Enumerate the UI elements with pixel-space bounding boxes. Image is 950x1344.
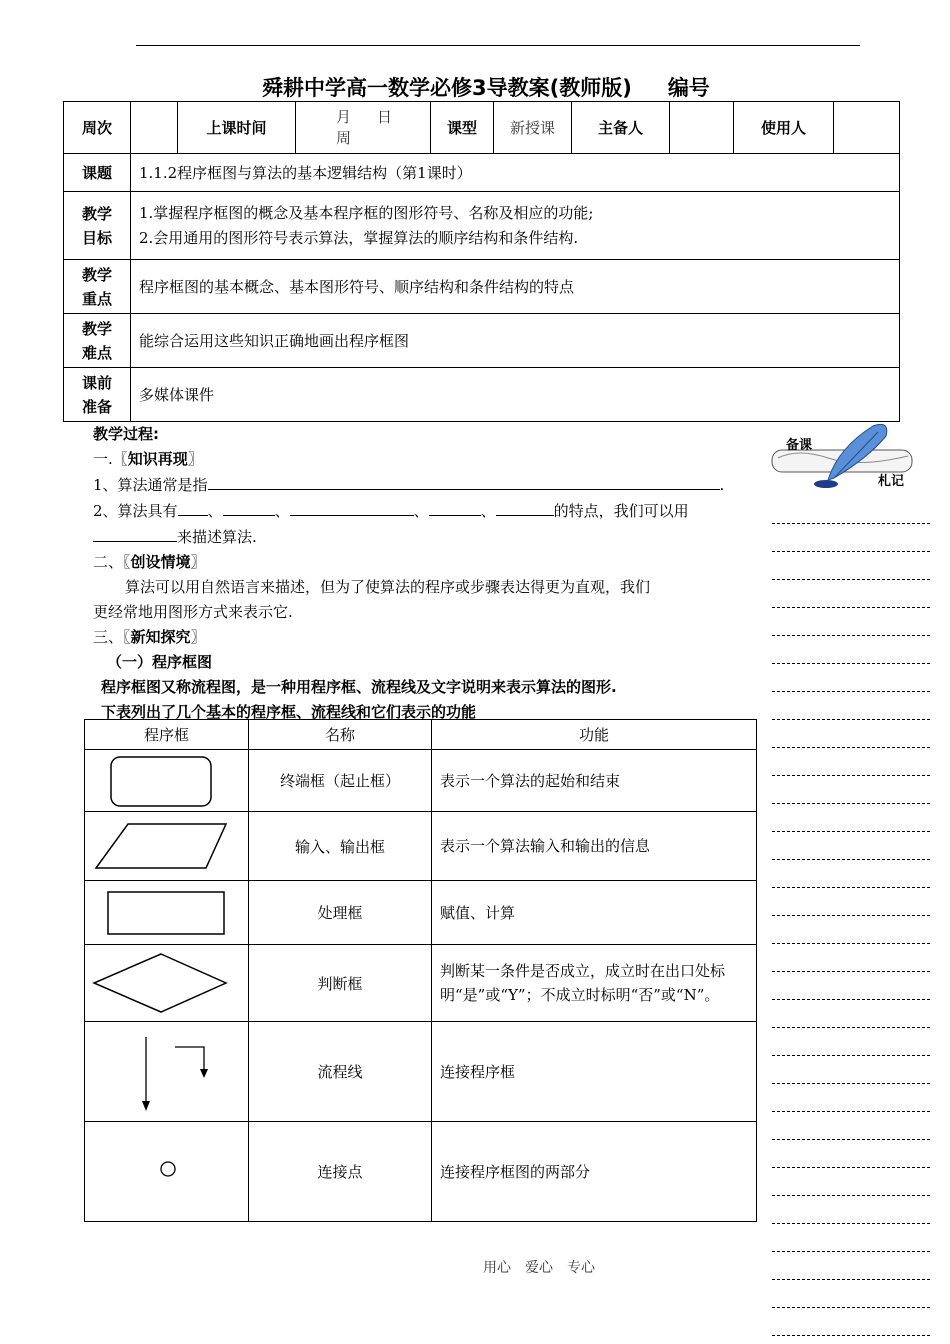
decision-name: 判断框 bbox=[249, 945, 432, 1022]
answer-blank[interactable] bbox=[429, 498, 481, 516]
preparation-label: 课前 准备 bbox=[64, 368, 131, 422]
lesson-type-value: 新授课 bbox=[494, 102, 572, 154]
week-label: 周次 bbox=[64, 102, 131, 154]
connector-function: 连接程序框图的两部分 bbox=[432, 1122, 757, 1222]
flowline-symbol bbox=[85, 1022, 249, 1122]
section-2-text-2: 更经常地用图形方式来表示它. bbox=[93, 603, 293, 621]
topic-value: 1.1.2程序框图与算法的基本逻辑结构（第1课时） bbox=[131, 154, 900, 192]
lesson-info-table bbox=[63, 101, 900, 422]
number-label: 编号 bbox=[667, 76, 710, 100]
goal-2: 2.会用通用的图形符号表示算法，掌握算法的顺序结构和条件结构. bbox=[139, 228, 579, 247]
io-symbol bbox=[85, 812, 249, 881]
header-name: 名称 bbox=[249, 720, 432, 750]
process-name: 处理框 bbox=[249, 881, 432, 945]
answer-blank[interactable] bbox=[496, 498, 554, 516]
connector-symbol bbox=[85, 1122, 249, 1222]
user-value[interactable] bbox=[834, 102, 900, 154]
preparation-value: 多媒体课件 bbox=[131, 368, 900, 422]
question-2-cont: 来描述算法. bbox=[93, 524, 753, 550]
table-row bbox=[85, 750, 757, 812]
goals-label: 教学 目标 bbox=[64, 192, 131, 260]
key-points-value: 程序框图的基本概念、基本图形符号、顺序结构和条件结构的特点 bbox=[131, 260, 900, 314]
notes-logo bbox=[768, 418, 918, 492]
weekday-label: 周 bbox=[336, 128, 352, 147]
topic-label: 课题 bbox=[64, 154, 131, 192]
answer-blank[interactable] bbox=[223, 498, 275, 516]
terminal-function: 表示一个算法的起始和结束 bbox=[432, 750, 757, 812]
flowchart-symbols-table bbox=[84, 719, 757, 1222]
io-name: 输入、输出框 bbox=[249, 812, 432, 881]
lesson-type-label: 课型 bbox=[431, 102, 494, 154]
document-title bbox=[262, 74, 754, 102]
section-1-heading: 一.〖知识再现〗 bbox=[93, 450, 203, 468]
flowline-name: 流程线 bbox=[249, 1022, 432, 1122]
table-intro-line: 下表列出了几个基本的程序框、流程线和它们表示的功能 bbox=[101, 703, 477, 721]
process-symbol bbox=[85, 881, 249, 945]
header-shape: 程序框 bbox=[85, 720, 249, 750]
month-label: 月 bbox=[336, 107, 352, 126]
decision-symbol bbox=[85, 945, 249, 1022]
notes-sidebar bbox=[768, 418, 930, 492]
connector-name: 连接点 bbox=[249, 1122, 432, 1222]
user-label: 使用人 bbox=[734, 102, 834, 154]
teaching-process bbox=[93, 422, 753, 725]
answer-blank[interactable] bbox=[178, 498, 208, 516]
table-row bbox=[85, 1122, 757, 1222]
page-footer: 用心 爱心 专心 bbox=[483, 1260, 595, 1276]
flowline-function: 连接程序框 bbox=[432, 1022, 757, 1122]
answer-blank[interactable] bbox=[208, 472, 720, 490]
title-text: 舜耕中学高一数学必修3导教案(教师版) bbox=[262, 76, 632, 100]
day-label: 日 bbox=[377, 107, 393, 126]
io-function: 表示一个算法输入和输出的信息 bbox=[432, 812, 757, 881]
table-row bbox=[85, 881, 757, 945]
question-1: 1、算法通常是指 . bbox=[93, 472, 753, 498]
number-blank bbox=[710, 79, 754, 102]
table-row bbox=[85, 1022, 757, 1122]
header-function: 功能 bbox=[432, 720, 757, 750]
table-row bbox=[85, 812, 757, 881]
terminal-name: 终端框（起止框） bbox=[249, 750, 432, 812]
top-rule bbox=[136, 45, 860, 46]
decision-function: 判断某一条件是否成立，成立时在出口处标明“是”或“Y”；不成立时标明“否”或“N”。 bbox=[432, 945, 757, 1022]
note-lines[interactable] bbox=[772, 496, 930, 1336]
difficulty-value: 能综合运用这些知识正确地画出程序框图 bbox=[131, 314, 900, 368]
goals-content bbox=[131, 192, 900, 260]
preparer-value[interactable] bbox=[670, 102, 734, 154]
section-3-heading: 三、〖新知探究〗 bbox=[93, 628, 206, 646]
logo-text-1: 备课 bbox=[786, 438, 813, 453]
logo-text-2: 札记 bbox=[878, 474, 905, 489]
class-time-label: 上课时间 bbox=[178, 102, 296, 154]
difficulty-label: 教学 难点 bbox=[64, 314, 131, 368]
question-2: 2、算法具有 、 、 、 、 的特点，我们可以用 bbox=[93, 498, 753, 524]
key-points-label: 教学 重点 bbox=[64, 260, 131, 314]
process-function: 赋值、计算 bbox=[432, 881, 757, 945]
subsection-heading: （一）程序框图 bbox=[107, 653, 213, 671]
terminal-symbol bbox=[85, 750, 249, 812]
week-value[interactable] bbox=[131, 102, 178, 154]
section-2-text-1: 算法可以用自然语言来描述，但为了使算法的程序或步骤表达得更为直观，我们 bbox=[125, 578, 651, 596]
class-date-cell[interactable] bbox=[296, 102, 431, 154]
definition-line: 程序框图又称流程图，是一种用程序框、流程线及文字说明来表示算法的图形. bbox=[101, 678, 617, 696]
answer-blank[interactable] bbox=[93, 524, 177, 542]
process-heading: 教学过程: bbox=[93, 425, 159, 443]
preparer-label: 主备人 bbox=[572, 102, 670, 154]
table-row bbox=[85, 945, 757, 1022]
answer-blank[interactable] bbox=[290, 498, 414, 516]
goal-1: 1.掌握程序框图的概念及基本程序框的图形符号、名称及相应的功能; bbox=[139, 203, 594, 222]
section-2-heading: 二、〖创设情境〗 bbox=[93, 553, 206, 571]
